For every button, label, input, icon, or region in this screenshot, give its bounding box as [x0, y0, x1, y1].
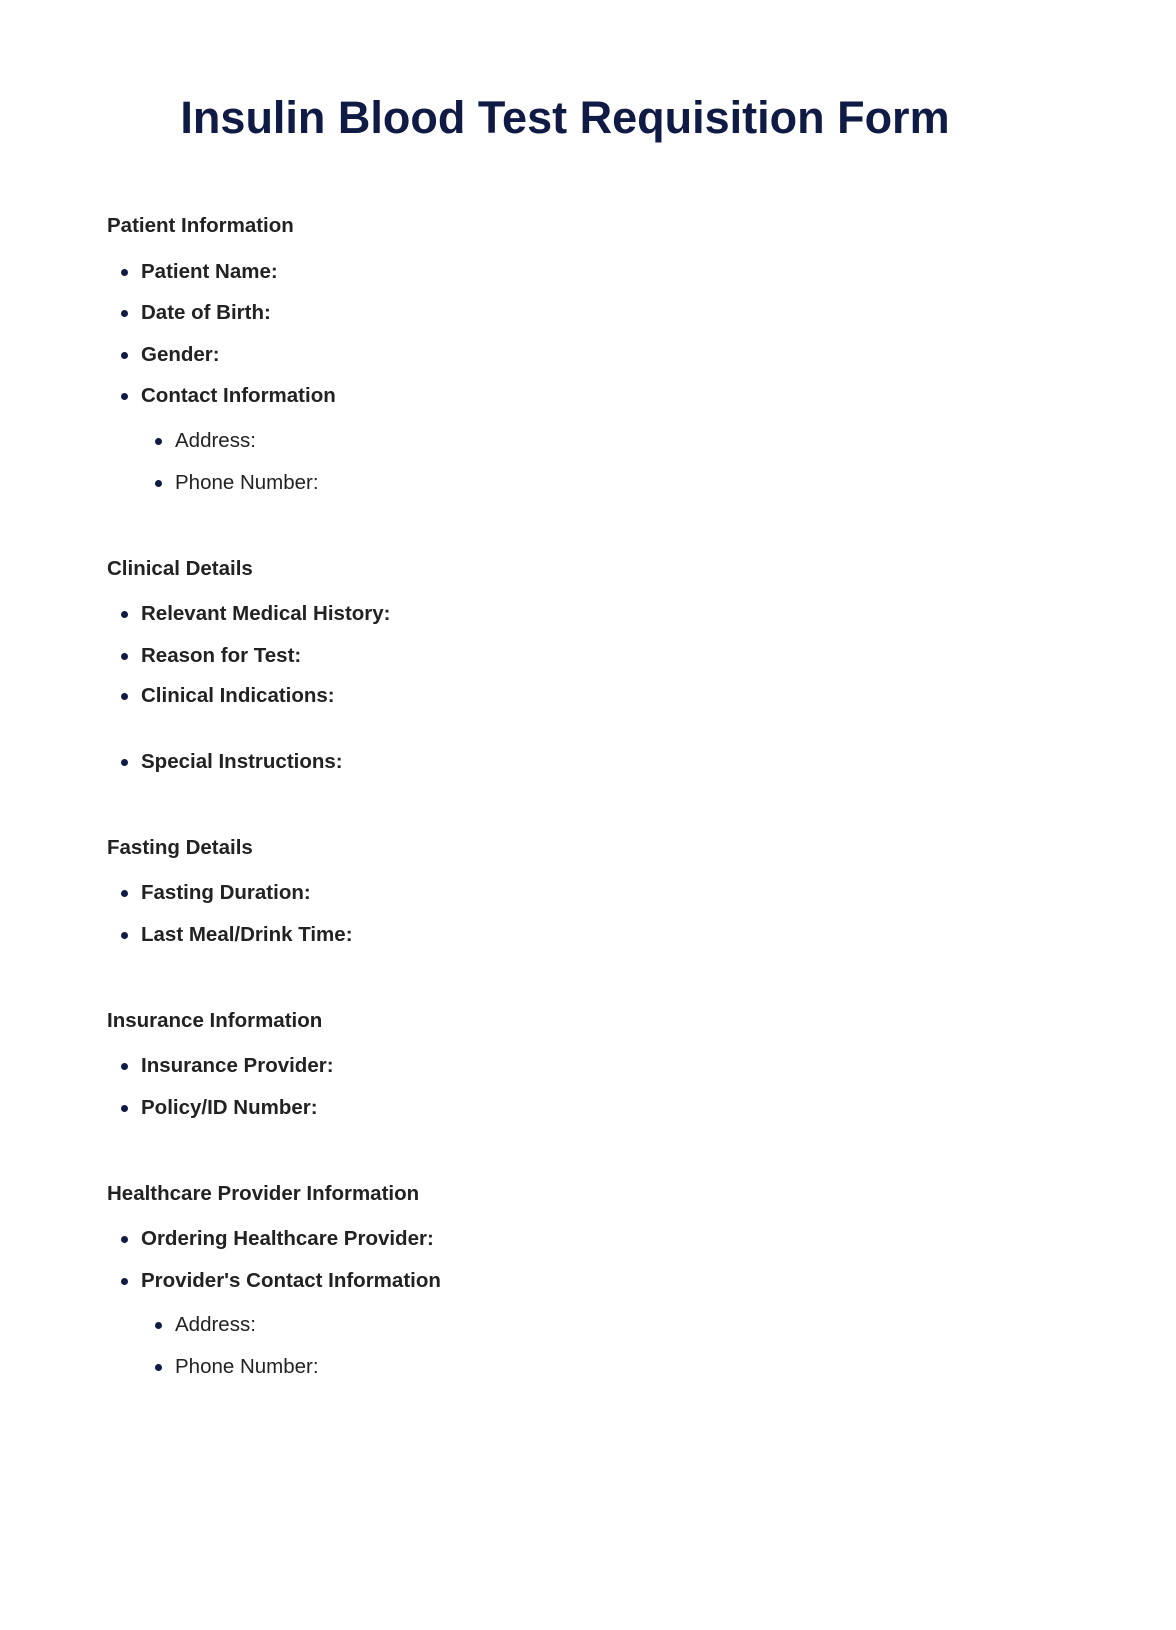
field-medical-history: Relevant Medical History: — [141, 602, 391, 625]
field-patient-phone: Phone Number: — [175, 471, 319, 494]
section-heading-provider: Healthcare Provider Information — [107, 1182, 420, 1205]
field-ordering-provider: Ordering Healthcare Provider: — [141, 1227, 434, 1250]
field-last-meal-time: Last Meal/Drink Time: — [141, 923, 353, 946]
field-provider-address: Address: — [175, 1313, 256, 1336]
field-policy-id: Policy/ID Number: — [141, 1096, 318, 1119]
field-provider-phone: Phone Number: — [175, 1355, 319, 1378]
field-special-instructions: Special Instructions: — [141, 750, 343, 773]
section-heading-fasting: Fasting Details — [107, 836, 253, 859]
field-date-of-birth: Date of Birth: — [141, 301, 271, 324]
field-clinical-indications: Clinical Indications: — [141, 684, 335, 707]
section-heading-clinical: Clinical Details — [107, 557, 253, 580]
field-provider-contact: Provider's Contact Information — [141, 1269, 441, 1292]
field-gender: Gender: — [141, 343, 220, 366]
field-insurance-provider: Insurance Provider: — [141, 1054, 334, 1077]
field-contact-information: Contact Information — [141, 384, 336, 407]
section-heading-patient: Patient Information — [107, 214, 294, 237]
field-fasting-duration: Fasting Duration: — [141, 881, 311, 904]
page-title: Insulin Blood Test Requisition Form — [180, 92, 950, 143]
field-patient-address: Address: — [175, 429, 256, 452]
field-patient-name: Patient Name: — [141, 260, 278, 283]
field-reason-for-test: Reason for Test: — [141, 644, 302, 667]
section-heading-insurance: Insurance Information — [107, 1009, 323, 1032]
